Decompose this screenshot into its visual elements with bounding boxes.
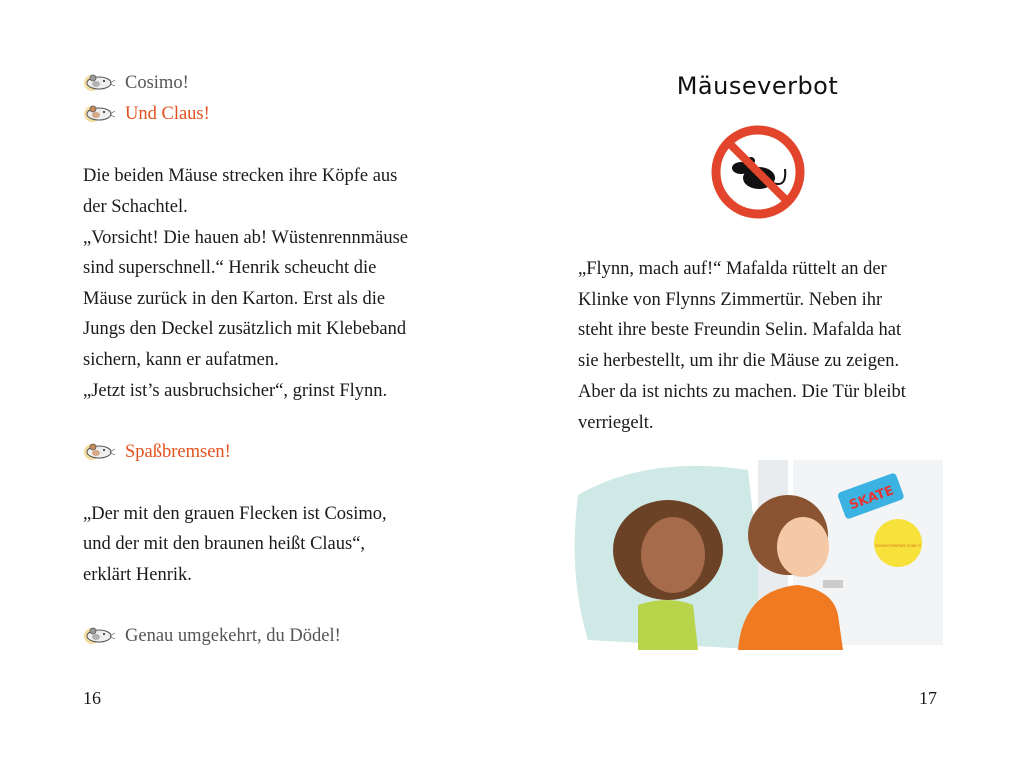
mouse-dialogue-line: Spaßbremsen!: [125, 442, 231, 462]
text-line: sie herbestellt, um ihr die Mäuse zu zeigen.: [578, 351, 900, 372]
text-line: sind superschnell.“ Henrik scheucht die: [83, 258, 377, 278]
text-line: „Vorsicht! Die hauen ab! Wüstenrennmäuse: [83, 228, 409, 248]
text-line: erklärt Henrik.: [83, 565, 192, 585]
text-line: sichern, kann er aufatmen.: [83, 350, 279, 370]
text-line: und der mit den braunen heißt Claus“,: [83, 534, 366, 554]
mouse-brown-icon: [83, 441, 115, 463]
zone-sticker-text: SCHWESTERNFREIE ZONE!!!!: [874, 544, 922, 548]
skate-sticker-text: SKATE: [847, 483, 896, 514]
text-line: Mäuse zurück in den Karton. Erst als die: [83, 289, 386, 309]
text-line: steht ihre beste Freundin Selin. Mafalda hat: [578, 320, 902, 341]
text-line: Klinke von Flynns Zimmertür. Neben ihr: [578, 289, 883, 310]
mouse-dialogue-line: Und Claus!: [125, 104, 210, 124]
text-line: Jungs den Deckel zusätzlich mit Klebeband: [83, 319, 407, 339]
mouse-dialogue-line: Genau umgekehrt, du Dödel!: [125, 626, 341, 646]
text-line: verriegelt.: [578, 412, 654, 433]
illustration: [568, 455, 946, 650]
text-line: „Flynn, mach auf!“ Mafalda rüttelt an der: [578, 259, 887, 279]
mouse-dialogue-line: Cosimo!: [125, 73, 189, 93]
mouse-brown-icon: [83, 103, 115, 125]
text-line: Aber da ist nichts zu machen. Die Tür bleibt: [578, 381, 906, 402]
text-line: Die beiden Mäuse strecken ihre Köpfe aus: [83, 166, 398, 186]
page-number-right: 17: [919, 688, 937, 708]
mouse-gray-icon: [83, 72, 115, 94]
page-number-left: 16: [83, 688, 101, 708]
text-line: der Schachtel.: [83, 197, 188, 217]
chapter-title: Mäuseverbot: [676, 72, 839, 100]
text-line: „Der mit den grauen Flecken ist Cosimo,: [83, 504, 387, 524]
text-line: „Jetzt ist’s ausbruchsicher“, grinst Flynn.: [83, 381, 388, 401]
no-mice-sign-icon: [707, 123, 809, 221]
mouse-gray-icon: [83, 625, 115, 647]
